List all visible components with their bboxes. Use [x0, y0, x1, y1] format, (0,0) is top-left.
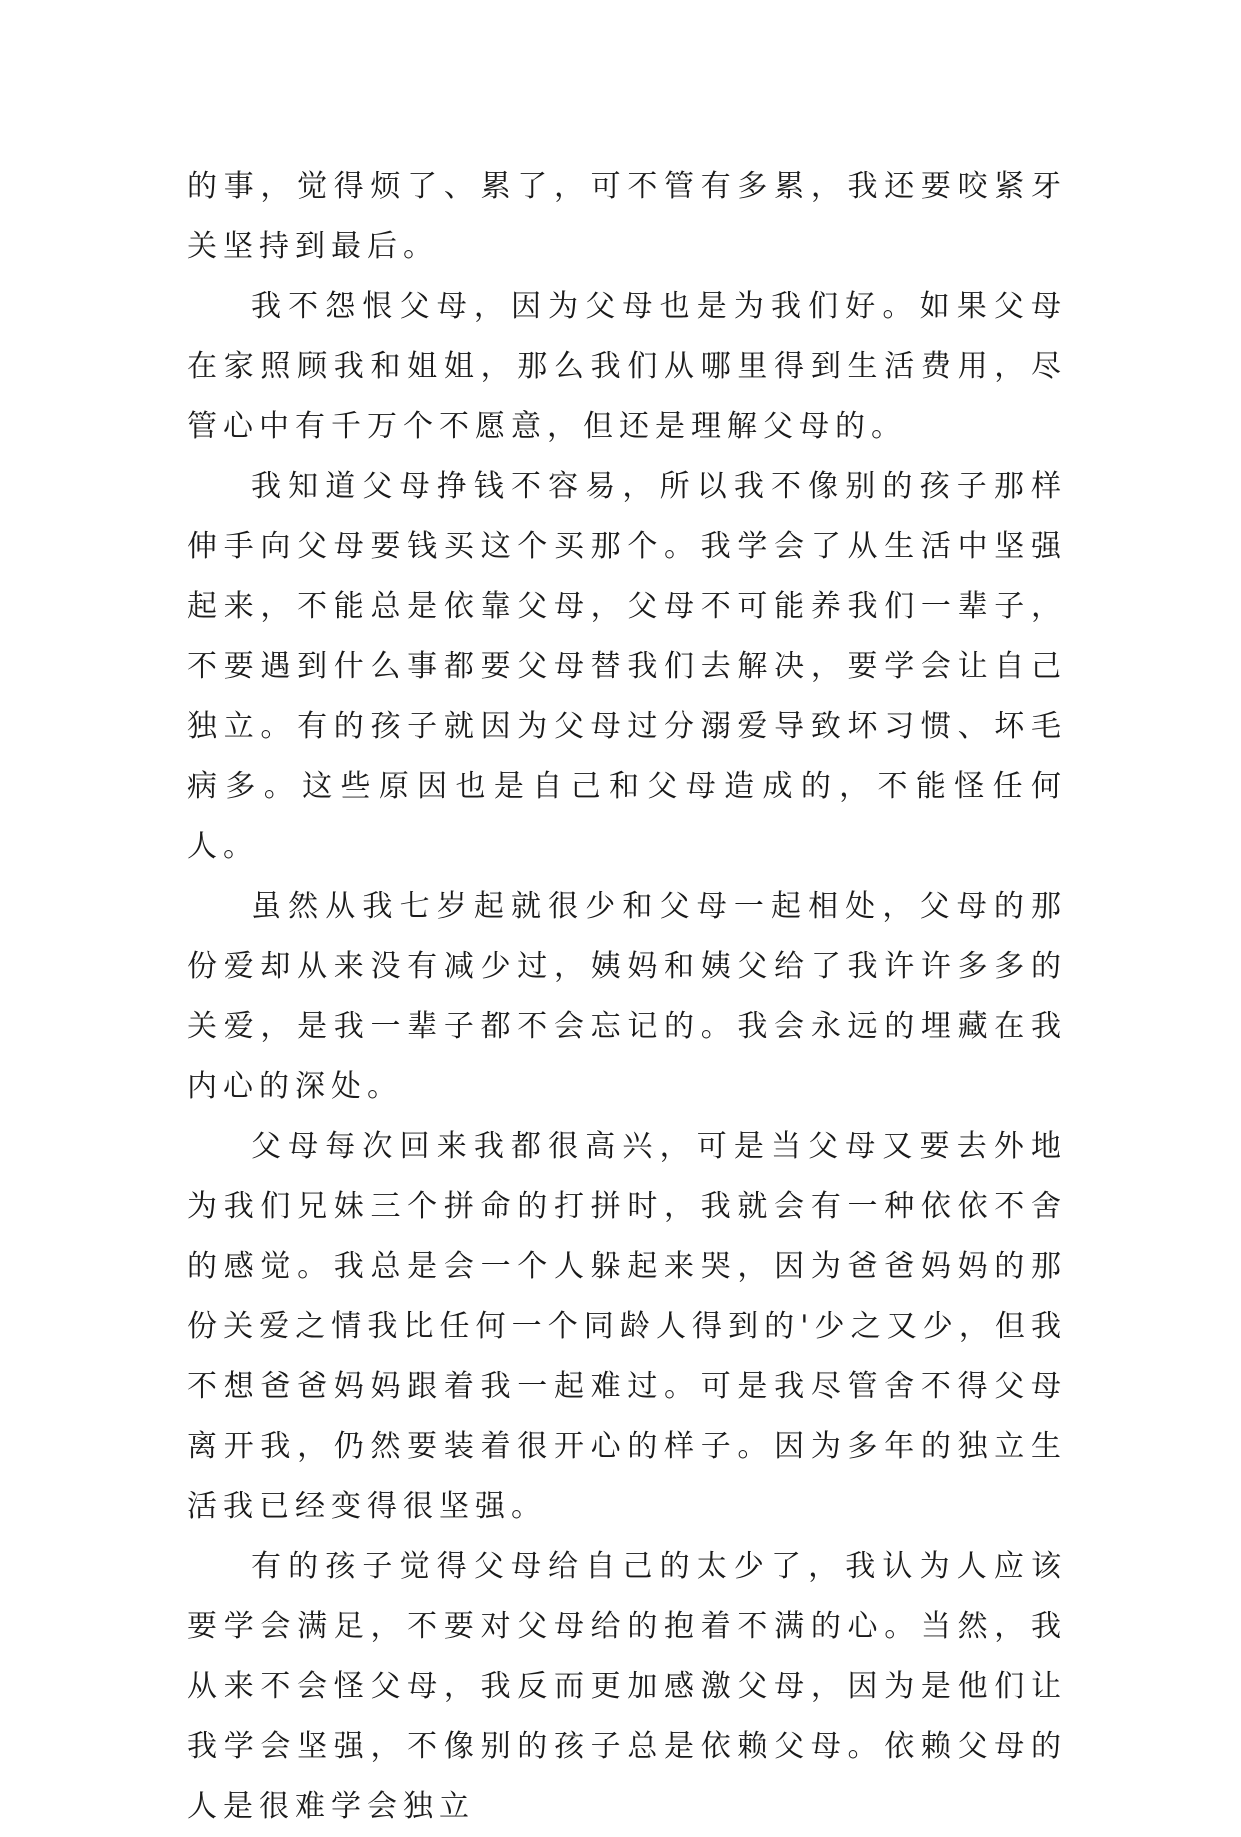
paragraph: 有的孩子觉得父母给自己的太少了，我认为人应该要学会满足，不要对父母给的抱着不满的心。当然，我从来不会怪父母，我反而更加感激父母，因为是他们让我学会坚强，不像别的孩子总是依赖父母。依赖父母的人是很难学会独立: [187, 1549, 1067, 1824]
paragraph: 我知道父母挣钱不容易，所以我不像别的孩子那样伸手向父母要钱买这个买那个。我学会了从生活中坚强起来，不能总是依靠父母，父母不可能养我们一辈子，不要遇到什么事都要父母替我们去解决，要学会让自己独立。有的孩子就因为父母过分溺爱导致坏习惯、坏毛病多。这些原因也是自己和父母造成的，不能怪任何人。: [187, 469, 1067, 864]
paragraph: 我不怨恨父母，因为父母也是为我们好。如果父母在家照顾我和姐姐，那么我们从哪里得到生活费用，尽管心中有千万个不愿意，但还是理解父母的。: [187, 289, 1067, 444]
paragraph: 虽然从我七岁起就很少和父母一起相处，父母的那份爱却从来没有减少过，姨妈和姨父给了我许许多多的关爱，是我一辈子都不会忘记的。我会永远的埋藏在我内心的深处。: [187, 889, 1067, 1104]
paragraph-continued: 的事，觉得烦了、累了，可不管有多累，我还要咬紧牙关坚持到最后。: [187, 169, 1067, 264]
paragraph: 父母每次回来我都很高兴，可是当父母又要去外地为我们兄妹三个拼命的打拼时，我就会有一种依依不舍的感觉。我总是会一个人躲起来哭，因为爸爸妈妈的那份关爱之情我比任何一个同龄人得到的'少之又少，但我不想爸爸妈妈跟着我一起难过。可是我尽管舍不得父母离开我，仍然要装着很开心的样子。因为多年的独立生活我已经变得很坚强。: [187, 1129, 1067, 1524]
document-body: [187, 157, 1067, 1837]
